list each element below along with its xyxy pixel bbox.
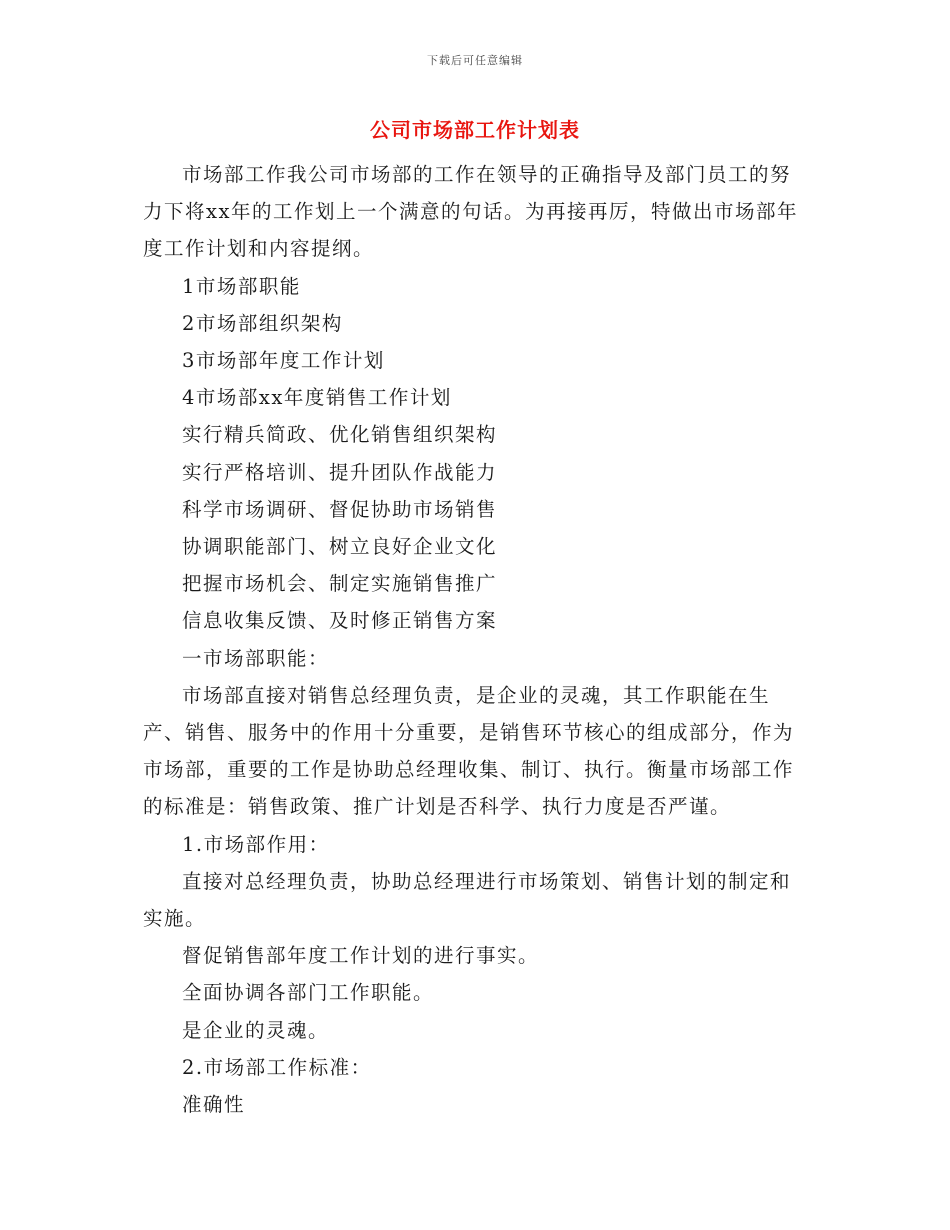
- strategy-item: 把握市场机会、制定实施销售推广: [182, 572, 498, 596]
- outline-item-3: 3市场部年度工作计划: [182, 349, 385, 373]
- paragraph-accuracy: 准确性: [182, 1093, 246, 1117]
- paragraph-supervise: 督促销售部年度工作计划的进行事实。: [182, 944, 540, 968]
- outline-item-4: 4市场部xx年度销售工作计划: [182, 386, 452, 410]
- outline-item-1: 1市场部职能: [182, 274, 301, 298]
- section-heading-functions: 一市场部职能：: [182, 646, 330, 670]
- paragraph-coordinate: 全面协调各部门工作职能。: [182, 981, 435, 1005]
- page-header: 下载后可任意编辑: [427, 54, 523, 67]
- document-body: [143, 156, 805, 1123]
- strategy-item: 实行精兵简政、优化销售组织架构: [182, 423, 498, 447]
- outline-item-2: 2市场部组织架构: [182, 311, 343, 335]
- paragraph-intro: 市场部工作我公司市场部的工作在领导的正确指导及部门员工的努力下将xx年的工作划上一个满意的句话。为再接再厉，特做出市场部年度工作计划和内容提纲。: [143, 163, 798, 261]
- subsection-heading-role: 1.市场部作用：: [182, 832, 330, 856]
- document-title: 公司市场部工作计划表: [370, 118, 580, 142]
- strategy-item: 协调职能部门、树立良好企业文化: [182, 535, 498, 559]
- paragraph-soul: 是企业的灵魂。: [182, 1018, 330, 1042]
- paragraph-role: 直接对总经理负责，协助总经理进行市场策划、销售计划的制定和实施。: [143, 869, 792, 931]
- paragraph-functions: 市场部直接对销售总经理负责，是企业的灵魂，其工作职能在生产、销售、服务中的作用十分重要，是销售环节核心的组成部分，作为市场部，重要的工作是协助总经理收集、制订、执行。衡量市场部工作的标准是：销售政策、推广计划是否科学、执行力度是否严谨。: [143, 683, 795, 819]
- strategy-item: 实行严格培训、提升团队作战能力: [182, 460, 498, 484]
- subsection-heading-standards: 2.市场部工作标准：: [182, 1055, 372, 1079]
- strategy-item: 科学市场调研、督促协助市场销售: [182, 497, 498, 521]
- strategy-item: 信息收集反馈、及时修正销售方案: [182, 609, 498, 633]
